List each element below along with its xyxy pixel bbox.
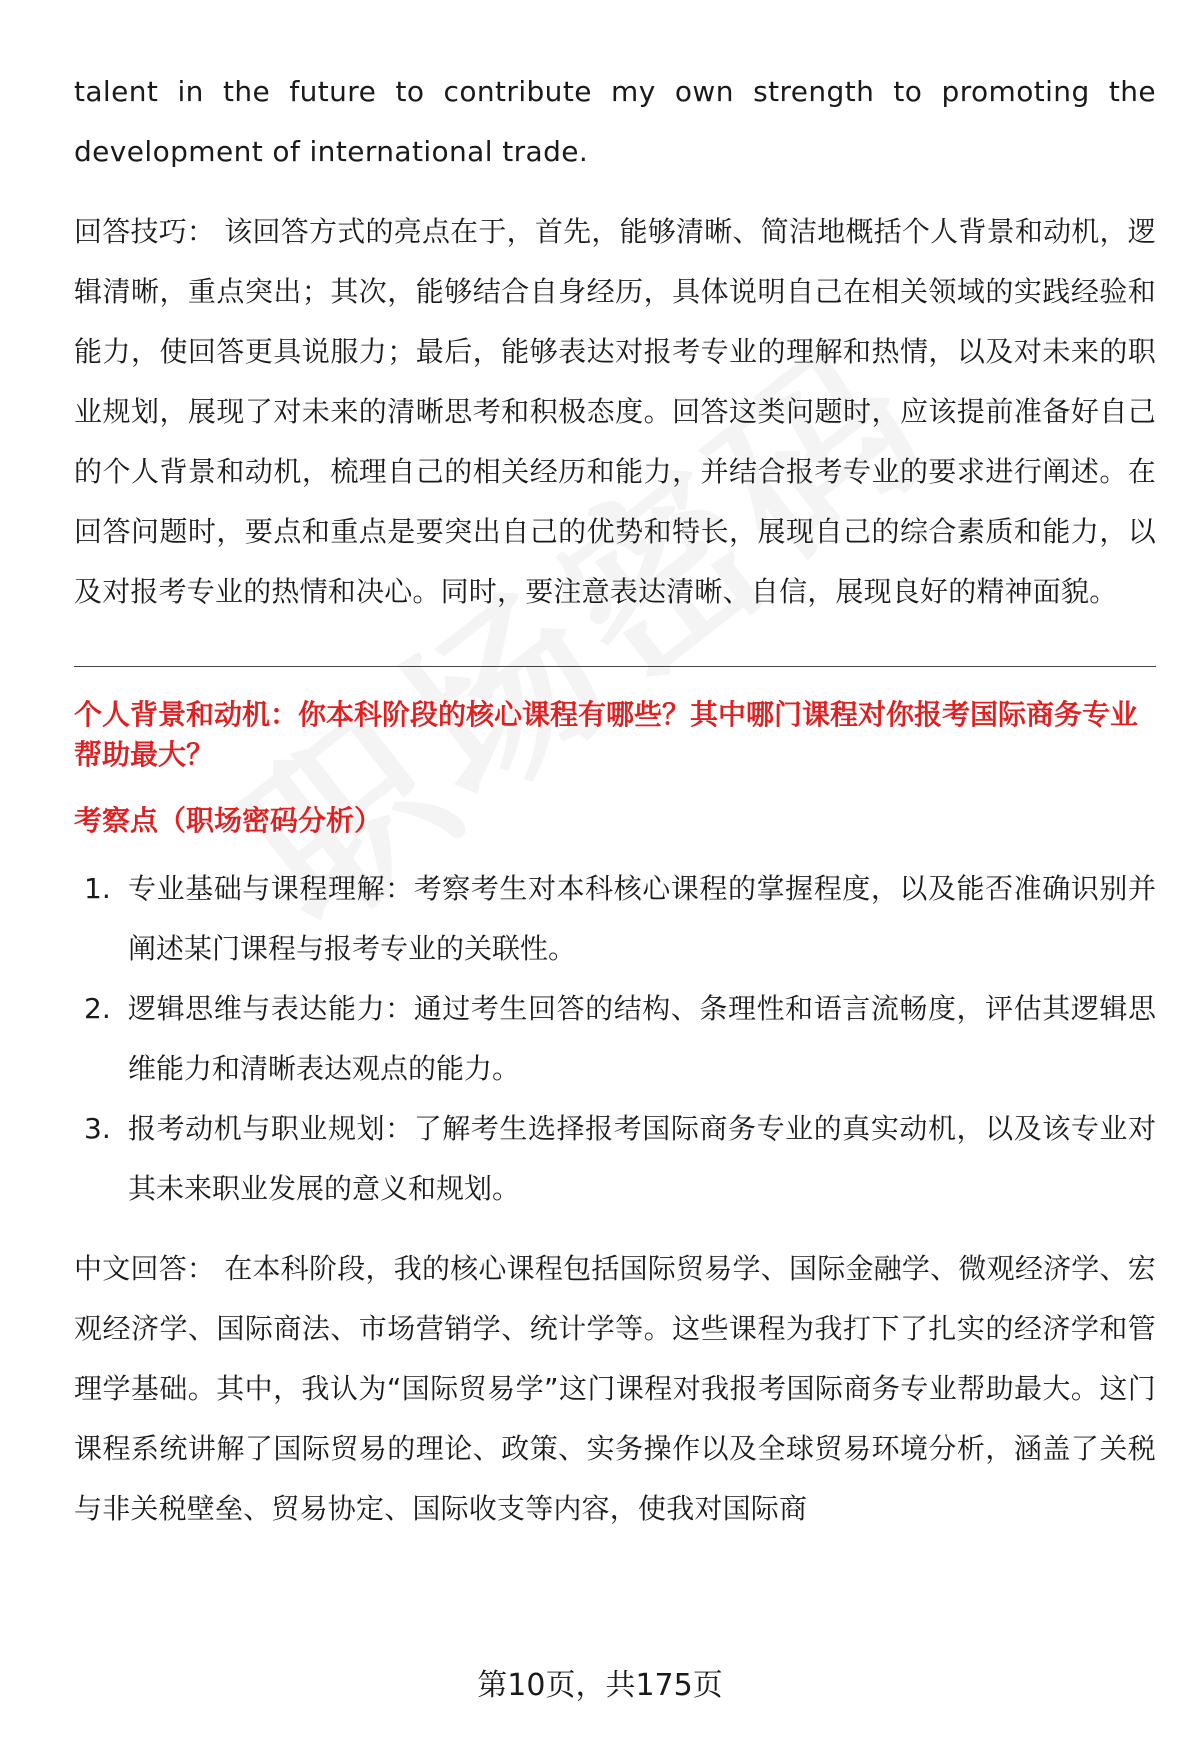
answer-text: 在本科阶段，我的核心课程包括国际贸易学、国际金融学、微观经济学、宏观经济学、国际商法、市场营销学、统计学等。这些课程为我打下了扎实的经济学和管理学基础。其中，我认为“国际贸易学”这门课程对我报考国际商务专业帮助最大。这门课程系统讲解了国际贸易的理论、政策、实务操作以及全球贸易环境分析，涵盖了关税与非关税壁垒、贸易协定、国际收支等内容，使我对国际商 bbox=[74, 1252, 1156, 1525]
tips-text: 该回答方式的亮点在于，首先，能够清晰、简洁地概括个人背景和动机，逻辑清晰，重点突出；其次，能够结合自身经历，具体说明自己在相关领域的实践经验和能力，使回答更具说服力；最后，能够表达对报考专业的理解和热情，以及对未来的职业规划，展现了对未来的清晰思考和积极态度。回答这类问题时，应该提前准备好自己的个人背景和动机，梳理自己的相关经历和能力，并结合报考专业的要求进行阐述。在回答问题时，要点和重点是要突出自己的优势和特长，展现自己的综合素质和能力，以及对报考专业的热情和决心。同时，要注意表达清晰、自信，展现良好的精神面貌。 bbox=[74, 215, 1156, 608]
page-content bbox=[74, 62, 1156, 1539]
intro-paragraph: talent in the future to contribute my own strength to promoting the development of international trade. bbox=[74, 75, 1156, 168]
answer-paragraph bbox=[74, 1239, 1156, 1539]
list-text: 报考动机与职业规划：了解考生选择报考国际商务专业的真实动机，以及该专业对其未来职业发展的意义和规划。 bbox=[128, 1112, 1156, 1205]
list-text: 专业基础与课程理解：考察考生对本科核心课程的掌握程度，以及能否准确识别并阐述某门课程与报考专业的关联性。 bbox=[128, 872, 1156, 965]
answer-label: 中文回答： bbox=[74, 1252, 216, 1285]
tips-paragraph bbox=[74, 202, 1156, 622]
page-number: 第10页，共175页 bbox=[477, 1668, 723, 1703]
list-number: 3. bbox=[84, 1112, 111, 1145]
question-title: 个人背景和动机：你本科阶段的核心课程有哪些？其中哪门课程对你报考国际商务专业帮助最大？ bbox=[74, 698, 1139, 771]
list-item bbox=[74, 859, 1156, 979]
points-list bbox=[74, 859, 1156, 1219]
list-number: 1. bbox=[84, 872, 111, 905]
list-number: 2. bbox=[84, 992, 111, 1025]
tips-label: 回答技巧： bbox=[74, 215, 216, 248]
list-text: 逻辑思维与表达能力：通过考生回答的结构、条理性和语言流畅度，评估其逻辑思维能力和清晰表达观点的能力。 bbox=[128, 992, 1156, 1085]
section-divider bbox=[74, 666, 1156, 667]
list-item bbox=[74, 1099, 1156, 1219]
section-label: 考察点（职场密码分析） bbox=[74, 804, 383, 837]
list-item bbox=[74, 979, 1156, 1099]
